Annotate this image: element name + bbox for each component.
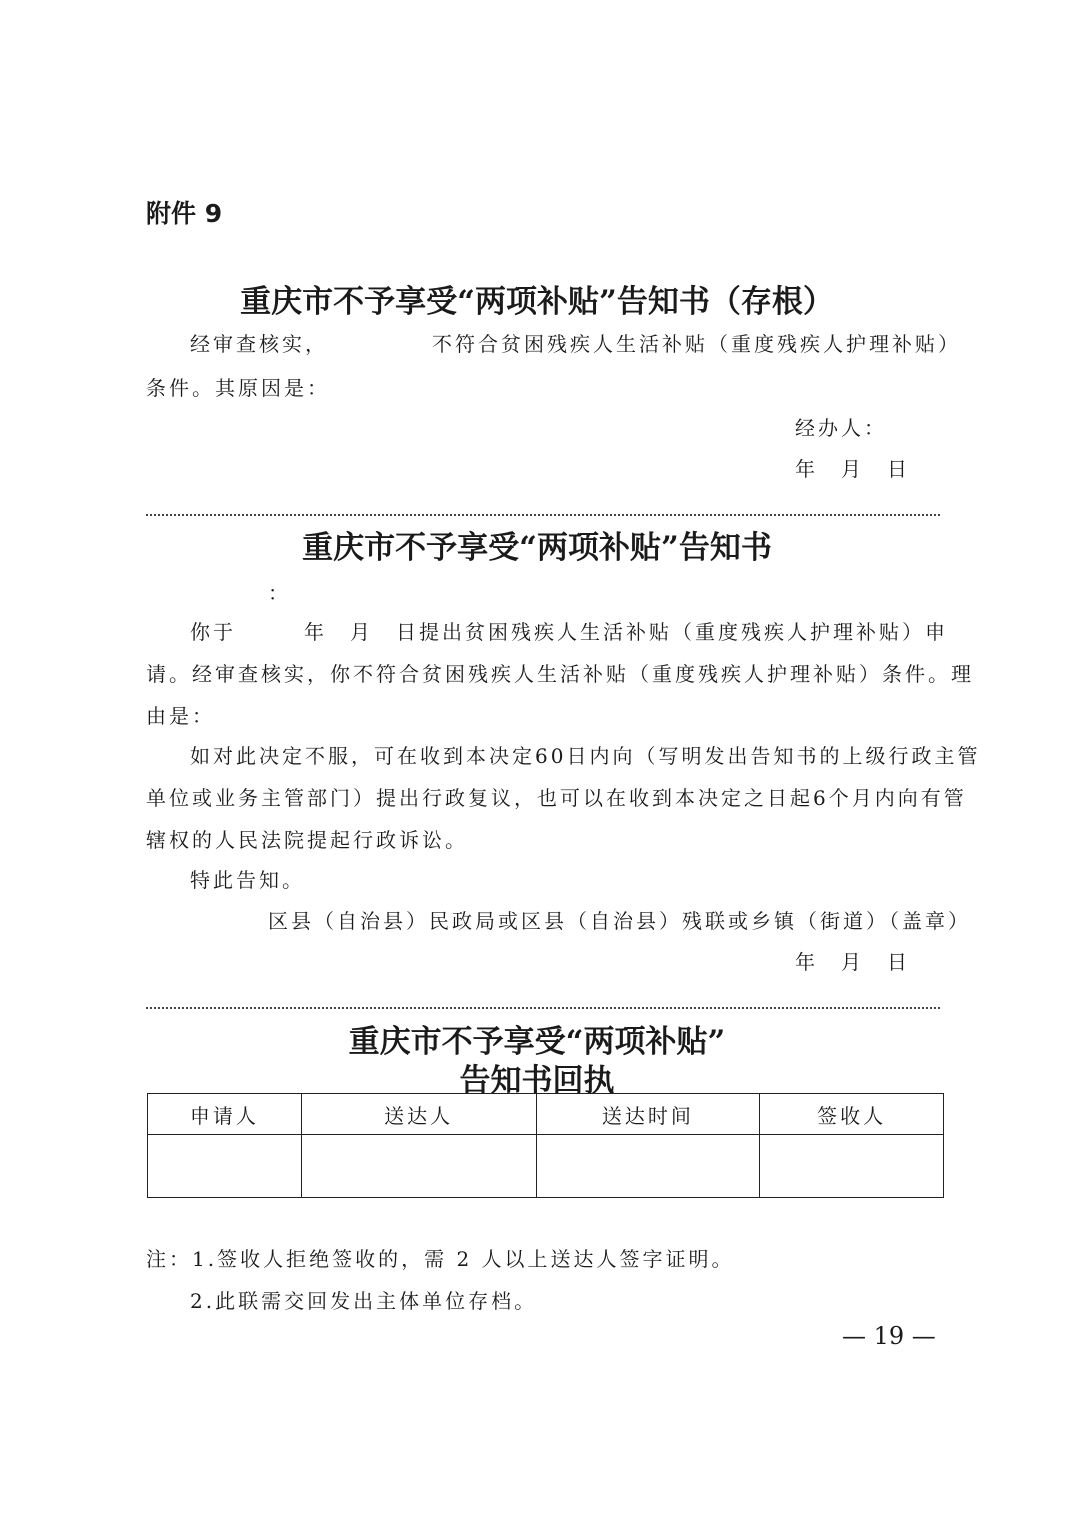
cell-delivery-time bbox=[536, 1135, 760, 1198]
notice-p1-line3: 由是： bbox=[146, 704, 215, 728]
receipt-header-row bbox=[148, 1094, 944, 1135]
receipt-table bbox=[147, 1093, 944, 1198]
col-recipient: 签收人 bbox=[760, 1094, 944, 1135]
notice-salutation: ： bbox=[268, 581, 291, 605]
notice-p1-line2: 请。经审查核实，你不符合贫困残疾人生活补贴（重度残疾人护理补贴）条件。理 bbox=[146, 662, 974, 686]
notice-title: 重庆市不予享受“两项补贴”告知书 bbox=[302, 530, 772, 566]
cell-recipient bbox=[760, 1135, 944, 1198]
receipt-title-line2: 告知书回执 bbox=[459, 1063, 615, 1099]
col-delivery-time: 送达时间 bbox=[536, 1094, 760, 1135]
stub-line2: 条件。其原因是： bbox=[146, 376, 330, 400]
table-row bbox=[148, 1135, 944, 1198]
notice-p1-line1: 年 月 日提出贫困残疾人生活补贴（重度残疾人护理补贴）申 bbox=[304, 620, 948, 644]
attachment-label: 附件 9 bbox=[146, 199, 223, 228]
col-deliverer: 送达人 bbox=[301, 1094, 536, 1135]
stub-line1-end: 不符合贫困残疾人生活补贴（重度残疾人护理补贴） bbox=[432, 332, 961, 356]
cell-applicant bbox=[148, 1135, 302, 1198]
notice-p2-line2: 单位或业务主管部门）提出行政复议，也可以在收到本决定之日起6个月内向有管 bbox=[146, 786, 967, 810]
col-applicant: 申请人 bbox=[148, 1094, 302, 1135]
notice-p3: 特此告知。 bbox=[190, 868, 305, 892]
notice-issuer: 区县（自治县）民政局或区县（自治县）残联或乡镇（街道）（盖章） bbox=[268, 909, 971, 933]
cut-line-1 bbox=[146, 514, 940, 516]
receipt-title-line1: 重庆市不予享受“两项补贴” bbox=[348, 1024, 726, 1060]
stub-title: 重庆市不予享受“两项补贴”告知书（存根） bbox=[240, 284, 834, 320]
cut-line-2 bbox=[146, 1007, 940, 1009]
stub-handler: 经办人： bbox=[795, 416, 887, 440]
note-1: 注：1.签收人拒绝签收的，需 2 人以上送达人签字证明。 bbox=[146, 1247, 735, 1271]
stub-date: 年 月 日 bbox=[795, 457, 910, 481]
notice-date: 年 月 日 bbox=[795, 950, 910, 974]
notice-p2-line1: 如对此决定不服，可在收到本决定60日内向（写明发出告知书的上级行政主管 bbox=[190, 744, 981, 768]
notice-p1-start: 你于 bbox=[190, 620, 236, 644]
cell-deliverer bbox=[301, 1135, 536, 1198]
notice-p2-line3: 辖权的人民法院提起行政诉讼。 bbox=[146, 828, 468, 852]
page-number: — 19 — bbox=[842, 1322, 936, 1350]
note-2: 2.此联需交回发出主体单位存档。 bbox=[190, 1289, 538, 1313]
stub-line1-start: 经审查核实， bbox=[190, 332, 328, 356]
